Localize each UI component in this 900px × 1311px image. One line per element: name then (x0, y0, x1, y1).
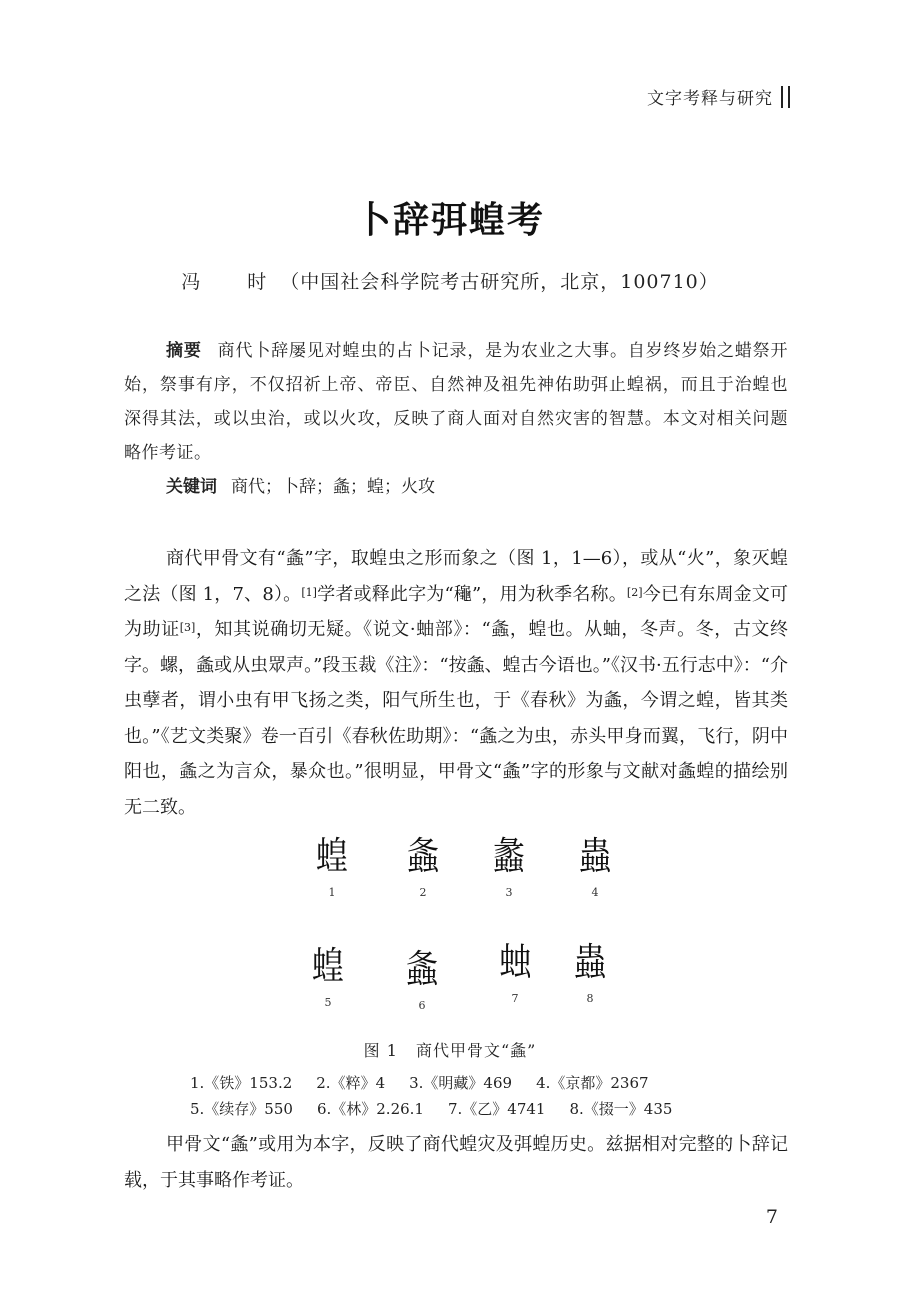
keywords-label: 关键词 (166, 477, 217, 497)
author-affiliation: （中国社会科学院考古研究所，北京，100710） (280, 271, 719, 293)
oracle-glyph (560, 936, 620, 1005)
figure-source: 7.《乙》4741 (447, 1100, 546, 1118)
body-paragraph-1 (124, 541, 788, 825)
figure-source: 8.《掇一》435 (569, 1100, 673, 1118)
glyph-image: 蝗 (315, 834, 349, 878)
glyph-image: 䖵 (498, 940, 532, 984)
glyph-number: 8 (586, 992, 594, 1005)
keywords-text: 商代；卜辞；螽；蝗；火攻 (231, 477, 435, 497)
para1-sentence-2: 学者或释此字为“龝”，用为秋季名称。 (316, 583, 627, 605)
running-head-title: 文字考释与研究 (647, 89, 773, 109)
oracle-glyph (302, 830, 362, 899)
glyph-number: 1 (328, 886, 336, 899)
figure-sources-row-1 (190, 1072, 649, 1093)
body-paragraph-2: 甲骨文“螽”或用为本字，反映了商代蝗灾及弭蝗历史。兹据相对完整的卜辞记载，于其事略作考证。 (124, 1134, 788, 1191)
glyph-image: 蟲 (578, 834, 612, 878)
abstract-label: 摘要 (166, 341, 202, 361)
footnote-ref-2[interactable]: [2] (626, 585, 643, 599)
glyph-number: 4 (591, 886, 599, 899)
oracle-glyph (565, 830, 625, 899)
figure-oracle-glyphs (290, 830, 630, 1030)
figure-source: 6.《林》2.26.1 (316, 1100, 424, 1118)
oracle-glyph (479, 830, 539, 899)
para1-sentence-1: 商代甲骨文有“螽”字，取蝗虫之形而象之（图 1，1—6），或从“火”，象灭蝗之法（图 1，7、8）。 (124, 548, 788, 605)
figure-caption (0, 1038, 900, 1061)
figure-label: 图 1 (363, 1041, 398, 1060)
footnote-ref-3[interactable]: [3] (179, 621, 196, 634)
glyph-image: 螽 (406, 834, 440, 878)
glyph-number: 3 (505, 886, 513, 899)
glyph-number: 7 (511, 992, 519, 1005)
section-bar-icon (781, 86, 790, 108)
glyph-image: 蝗 (311, 944, 345, 988)
figure-source: 4.《京都》2367 (536, 1074, 649, 1092)
para1-sentence-4: ，知其说确切无疑。《说文·蚰部》：“螽，蝗也。从蚰，冬声。冬，古文终字。螺，螽或从虫眾声。”段玉裁《注》：“按螽、蝗古今语也。”《汉书·五行志中》：“介虫孽者，谓小虫有甲飞扬之类，阳气所生也，于《春秋》为螽，今谓之蝗，皆其类也。”《艺文类聚》卷一百引《春秋佐助期》：“螽之为虫，赤头甲身而翼，飞行，阴中阳也，螽之为言众，暴众也。”很明显，甲骨文“螽”字的形象与文献对螽蝗的描绘别无二致。 (124, 619, 789, 818)
author-line (0, 267, 900, 294)
figure-sources-row-2 (190, 1098, 672, 1119)
keywords (166, 470, 435, 504)
oracle-glyph (393, 830, 453, 899)
figure-source: 5.《续存》550 (190, 1100, 293, 1118)
article-title: 卜辞弭蝗考 (354, 199, 545, 241)
abstract-text: 商代卜辞屡见对蝗虫的占卜记录，是为农业之大事。自岁终岁始之蜡祭开始，祭事有序，不仅招祈上帝、帝臣、自然神及祖先神佑助弭止蝗祸，而且于治蝗也深得其法，或以虫治，或以火攻，反映了商人面对自然灾害的智慧。本文对相关问题略作考证。 (124, 341, 789, 463)
para1-sentence-3: 今已有东周金文可为助证 (124, 583, 789, 640)
oracle-glyph (298, 940, 358, 1009)
page-number: 7 (765, 1206, 778, 1228)
figure-source: 3.《明藏》469 (409, 1074, 513, 1092)
glyph-image: 螽 (405, 947, 439, 991)
footnote-ref-1[interactable]: [1] (301, 585, 317, 599)
glyph-number: 5 (324, 996, 332, 1009)
oracle-glyph (392, 943, 452, 1012)
glyph-image: 蠡 (492, 834, 526, 878)
figure-source: 1.《铁》153.2 (190, 1074, 293, 1092)
glyph-number: 2 (419, 886, 427, 899)
oracle-glyph (485, 936, 545, 1005)
running-head (647, 84, 790, 109)
figure-source: 2.《粹》4 (316, 1074, 386, 1092)
glyph-number: 6 (418, 999, 426, 1012)
author-name: 冯 时 (181, 271, 281, 293)
glyph-image: 蟲 (573, 940, 607, 984)
figure-caption-text: 商代甲骨文“螽” (415, 1041, 537, 1060)
abstract (124, 334, 788, 470)
